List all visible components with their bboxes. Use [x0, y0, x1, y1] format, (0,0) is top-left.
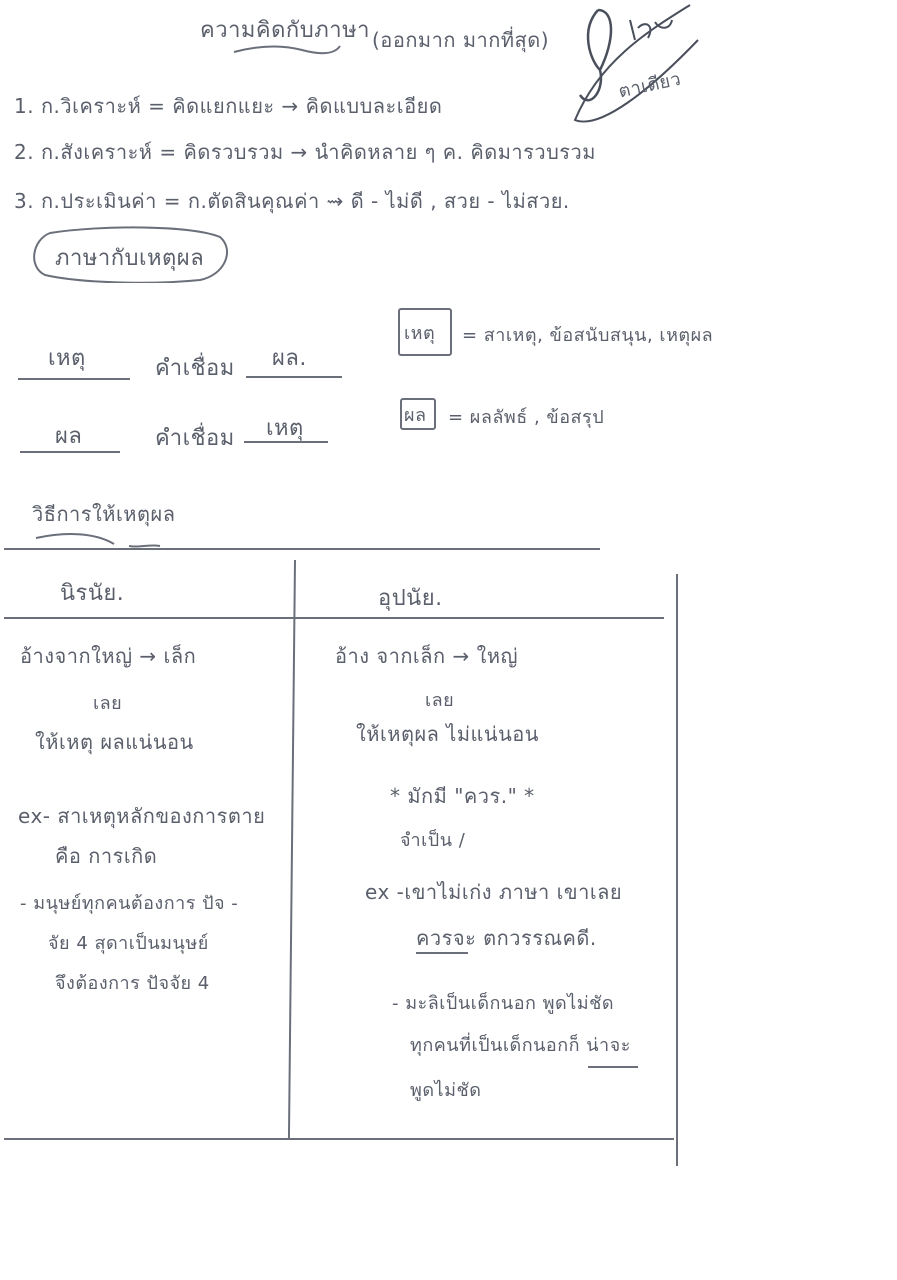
pattern-2-left-underline [20, 451, 120, 453]
page-title: ความคิดกับภาษา [200, 18, 370, 43]
pattern-2-right-underline [244, 441, 328, 443]
left-line-1: อ้างจากใหญ่ → เล็ก [20, 644, 197, 668]
right-line-3: ให้เหตุผล ไม่แน่นอน [356, 722, 539, 746]
pattern-1-left: เหตุ [48, 346, 86, 371]
table-top-border [4, 548, 600, 550]
signature-text: ตาเดียว [616, 68, 683, 103]
effect-definition: = ผลลัพธ์ , ข้อสรุป [448, 407, 605, 428]
right-line-8: - มะลิเป็นเด็กนอก พูดไม่ชัด [392, 993, 615, 1014]
thinking-type-2: 2. ก.สังเคราะห์ = คิดรวบรวม → นำคิดหลาย ๆ ค. คิดมารวบรวม [14, 140, 596, 164]
thinking-type-1: 1. ก.วิเคราะห์ = คิดแยกแยะ → คิดแบบละเอียด [14, 94, 443, 118]
right-line-1: อ้าง จากเล็ก → ใหญ่ [335, 644, 519, 668]
pattern-2-right: เหตุ [266, 416, 304, 441]
methods-title-underline [34, 530, 164, 554]
cause-definition: = สาเหตุ, ข้อสนับสนุน, เหตุผล [462, 325, 714, 346]
right-line-6: ex -เขาไม่เก่ง ภาษา เขาเลย [365, 880, 623, 904]
pattern-1-left-underline [18, 378, 130, 380]
title-underline [232, 40, 342, 60]
table-header-right: อุปนัย. [378, 586, 443, 611]
effect-label: ผล [404, 405, 427, 426]
cause-label: เหตุ [404, 323, 436, 344]
section-title: ภาษากับเหตุผล [55, 246, 205, 271]
right-line-4: * มักมี "ควร." * [390, 784, 535, 808]
pattern-1-right: ผล. [272, 346, 307, 371]
header-note: (ออกมาก มากที่สุด) [372, 28, 550, 52]
table-right-border [676, 574, 678, 1166]
table-column-divider [288, 560, 296, 1140]
left-line-2: เลย [93, 693, 123, 714]
right-line-9: ทุกคนที่เป็นเด็กนอกก็ น่าจะ [410, 1035, 631, 1056]
right-line-7: ควรจะ ตกวรรณคดี. [416, 926, 597, 950]
right-line-7-underline [416, 952, 468, 954]
pattern-2-left: ผล [55, 424, 83, 449]
left-line-8: จึงต้องการ ปัจจัย 4 [55, 973, 210, 994]
methods-title: วิธีการให้เหตุผล [32, 502, 176, 526]
table-bottom-border [4, 1138, 674, 1140]
left-line-6: - มนุษย์ทุกคนต้องการ ปัจ - [20, 893, 239, 914]
table-header-left: นิรนัย. [60, 581, 125, 606]
left-line-7: จัย 4 สุดาเป็นมนุษย์ [48, 933, 209, 954]
pattern-2-middle: คำเชื่อม [155, 426, 235, 451]
pattern-1-middle: คำเชื่อม [155, 356, 235, 381]
right-line-2: เลย [425, 690, 455, 711]
right-line-9-underline [588, 1066, 638, 1068]
left-line-4: ex- สาเหตุหลักของการตาย [18, 804, 266, 828]
pattern-1-right-underline [246, 376, 342, 378]
right-line-10: พูดไม่ชัด [410, 1080, 482, 1101]
thinking-type-3: 3. ก.ประเมินค่า = ก.ตัดสินคุณค่า ⇝ ดี - ไม่ดี , สวย - ไม่สวย. [14, 189, 570, 213]
left-line-5: คือ การเกิด [55, 844, 158, 868]
right-line-5: จำเป็น / [400, 830, 466, 851]
left-line-3: ให้เหตุ ผลแน่นอน [35, 730, 194, 754]
table-header-divider [4, 617, 664, 619]
